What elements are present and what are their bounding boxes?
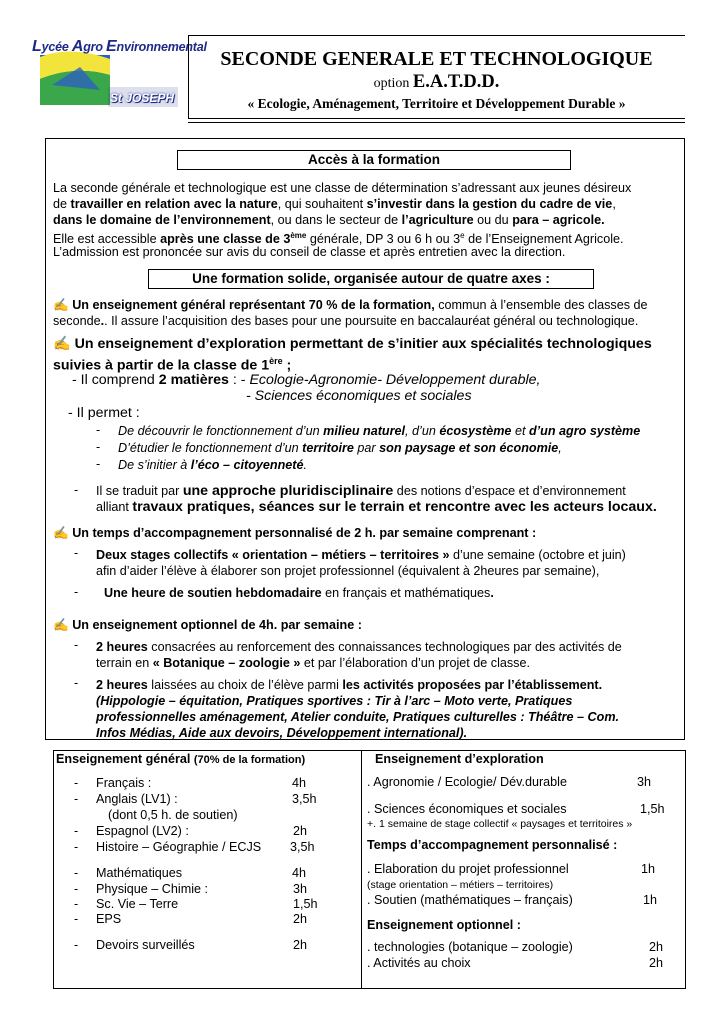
page-subtitle: « Ecologie, Aménagement, Territoire et Développement Durable »: [247, 96, 626, 111]
timetable-divider: [361, 750, 362, 989]
header-underline: [188, 122, 685, 123]
writing-hand-icon: ✍: [53, 336, 71, 352]
acces-heading: Accès à la formation: [177, 150, 571, 170]
writing-hand-icon: ✍: [53, 298, 69, 312]
axes-heading: Une formation solide, organisée autour de quatre axes :: [148, 269, 594, 289]
option-line: option E.A.T.D.D.: [373, 72, 500, 92]
writing-hand-icon: ✍: [53, 526, 69, 540]
page-title: SECONDE GENERALE ET TECHNOLOGIQUE: [220, 48, 653, 70]
school-logo: [30, 35, 207, 113]
writing-hand-icon: ✍: [53, 618, 69, 632]
logo-school-name: St JOSEPH: [110, 91, 175, 105]
logo-lettering: Lycée Agro Environnemental: [32, 38, 207, 55]
